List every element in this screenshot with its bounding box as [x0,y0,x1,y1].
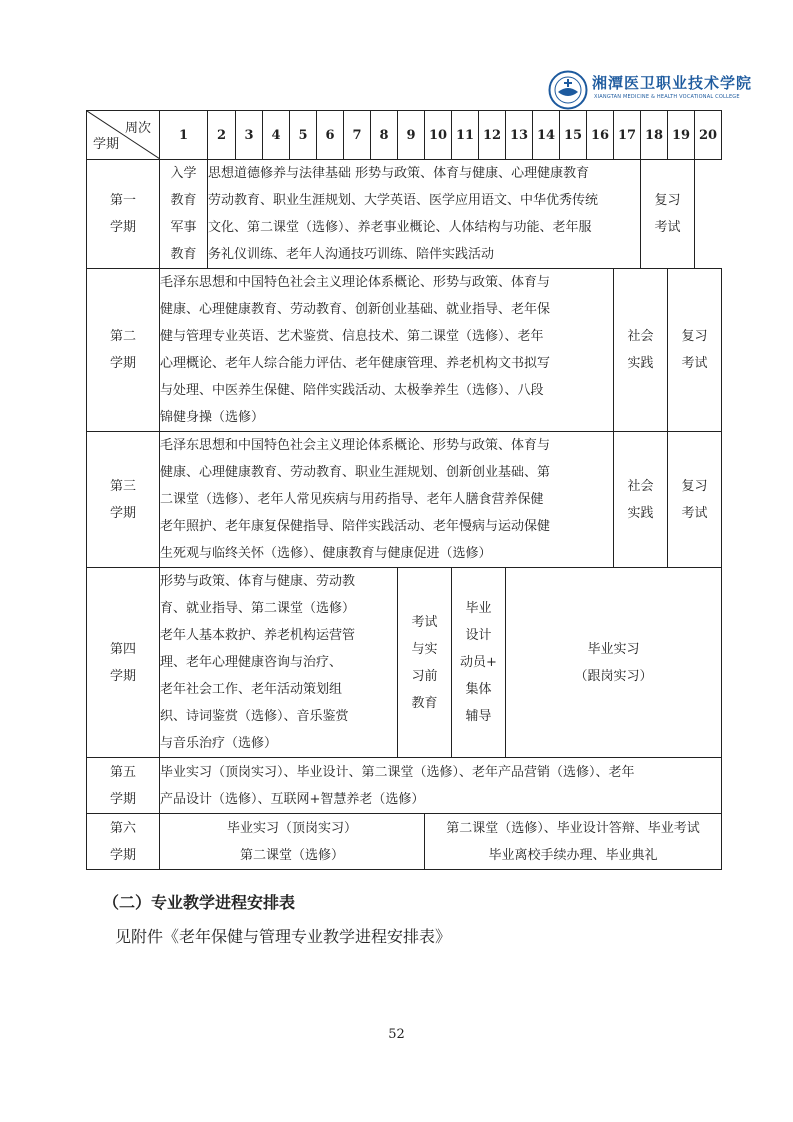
term-1-exam: 复习 考试 [641,160,695,269]
week-number: 10 [425,111,452,160]
term-3-row [87,432,749,568]
week-number: 11 [452,111,479,160]
week-number: 8 [371,111,398,160]
term-3-social-practice: 社会 实践 [614,432,668,568]
week-number: 13 [506,111,533,160]
term-3-courses: 毛泽东思想和中国特色社会主义理论体系概论、形势与政策、体育与 健康、心理健康教育、劳动教育、职业生涯规划、创新创业基础、第 二课堂（选修）、老年人常见疾病与用药指导、老年人膳食营养保健 老年照护、老年康复保健指导、陪伴实践活动、老年慢病与运动保健 生死观与临终关怀（选修）、健康教育与健康促进（选修） [160,432,614,568]
week-number: 17 [614,111,641,160]
corner-week-label: 周次 [124,121,151,136]
term-4-internship: 毕业实习 （跟岗实习） [506,568,722,758]
page-number: 52 [388,1027,405,1042]
term-4-graduation-design-briefing: 毕业 设计 动员+ 集体 辅导 [452,568,506,758]
week-number: 12 [479,111,506,160]
week-number: 15 [560,111,587,160]
section-body: 见附件《老年保健与管理专业教学进程安排表》 [115,927,452,946]
week-number: 20 [695,111,722,160]
teaching-schedule-table [86,110,749,870]
week-number: 2 [208,111,236,160]
week-header-row [87,111,749,160]
week-number: 14 [533,111,560,160]
term-6-internship: 毕业实习（顶岗实习） 第二课堂（选修） [160,814,425,870]
section-heading: （二）专业教学进程安排表 [103,893,296,912]
college-name-en: XIANGTAN MEDICINE & HEALTH VOCATIONAL COLLEGE [594,94,740,100]
week-number: 18 [641,111,668,160]
term-5-row [87,758,749,814]
term-3-exam: 复习 考试 [668,432,722,568]
term-1-row [87,160,749,269]
week-number: 9 [398,111,425,160]
term-4-exam-and-pre-internship: 考试 与实 习前 教育 [398,568,452,758]
term-2-row [87,269,749,432]
college-seal-icon [548,70,588,110]
week-number: 4 [263,111,290,160]
term-6-graduation: 第二课堂（选修）、毕业设计答辩、毕业考试 毕业离校手续办理、毕业典礼 [425,814,722,870]
term-4-label: 第四 学期 [87,568,160,758]
week-number: 5 [290,111,317,160]
week-number: 3 [236,111,263,160]
term-5-courses: 毕业实习（顶岗实习）、毕业设计、第二课堂（选修）、老年产品营销（选修）、老年 产品设计（选修）、互联网+智慧养老（选修） [160,758,722,814]
term-1-label: 第一 学期 [87,160,160,269]
term-2-exam: 复习 考试 [668,269,722,432]
week-number: 16 [587,111,614,160]
week-number: 7 [344,111,371,160]
week-number: 1 [160,111,208,160]
term-6-label: 第六 学期 [87,814,160,870]
term-6-row [87,814,749,870]
corner-header-cell [87,111,160,160]
college-logo [548,70,753,110]
term-4-courses: 形势与政策、体育与健康、劳动教 育、就业指导、第二课堂（选修） 老年人基本救护、养老机构运营管 理、老年心理健康咨询与治疗、 老年社会工作、老年活动策划组 织、诗词鉴赏（选修）、音乐鉴赏 与音乐治疗（选修） [160,568,398,758]
term-2-label: 第二 学期 [87,269,160,432]
term-2-social-practice: 社会 实践 [614,269,668,432]
term-4-row [87,568,749,758]
term-2-courses: 毛泽东思想和中国特色社会主义理论体系概论、形势与政策、体育与 健康、心理健康教育、劳动教育、创新创业基础、就业指导、老年保 健与管理专业英语、艺术鉴赏、信息技术、第二课堂（选修）、老年 心理概论、老年人综合能力评估、老年健康管理、养老机构文书拟写 与处理、中医养生保健、陪伴实践活动、太极拳养生（选修）、八段 锦健身操（选修） [160,269,614,432]
term-5-label: 第五 学期 [87,758,160,814]
term-1-courses: 思想道德修养与法律基础 形势与政策、体育与健康、心理健康教育 劳动教育、职业生涯规划、大学英语、医学应用语文、中华优秀传统 文化、第二课堂（选修）、养老事业概论、人体结构与功能、老年服 务礼仪训练、老年人沟通技巧训练、陪伴实践活动 [208,160,641,269]
term-3-label: 第三 学期 [87,432,160,568]
college-name-cn: 湘潭医卫职业技术学院 [592,74,753,92]
week-number: 6 [317,111,344,160]
corner-term-label: 学期 [93,137,120,152]
week-number: 19 [668,111,695,160]
term-1-enrollment-education: 入学 教育 军事 教育 [160,160,208,269]
